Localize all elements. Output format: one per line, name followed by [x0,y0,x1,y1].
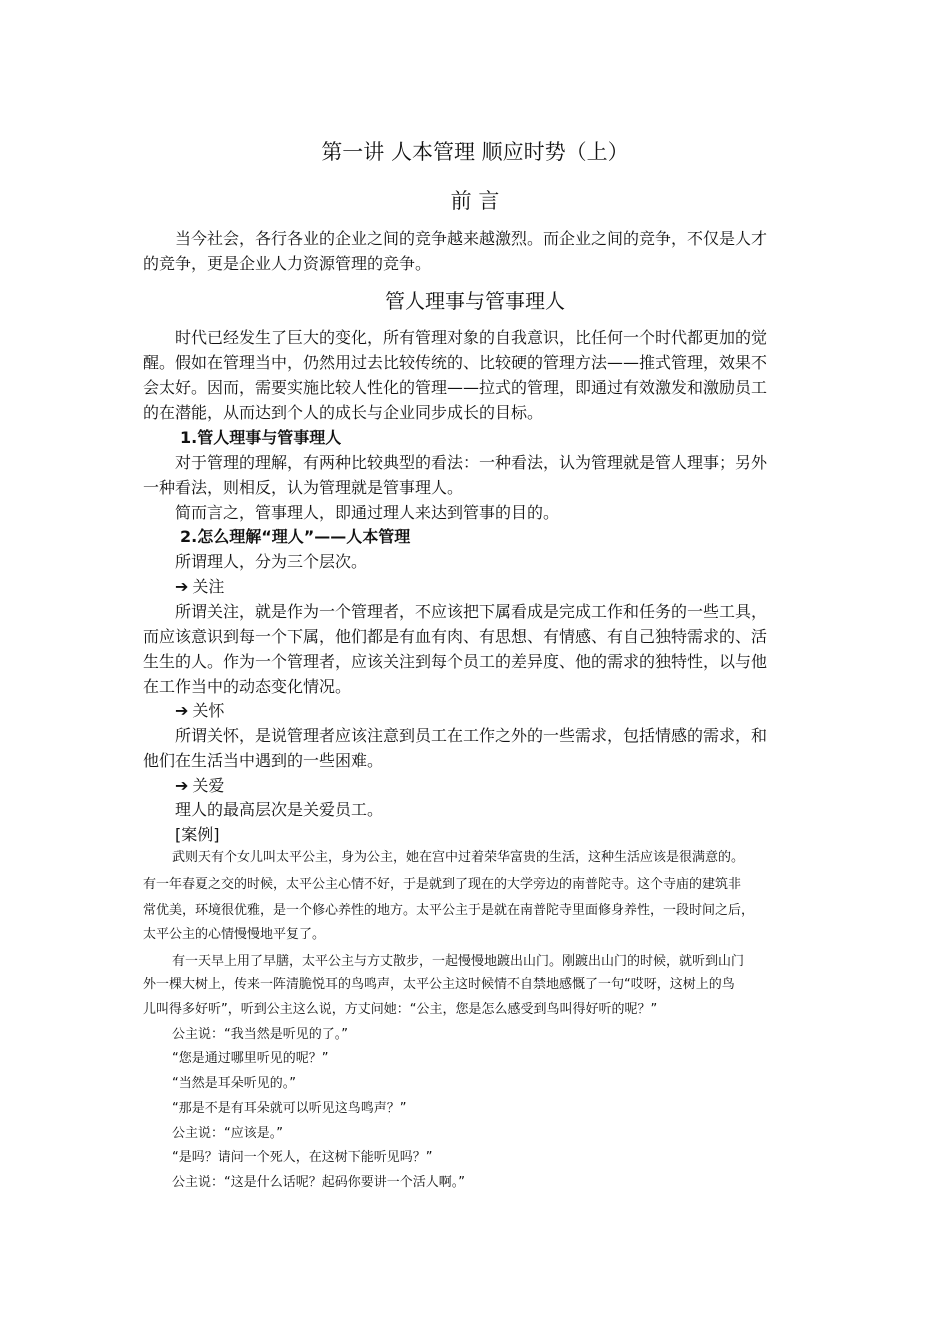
sub2-intro: 所谓理人，分为三个层次。 [175,552,368,571]
level-item-attention [175,574,224,599]
case-para2-line: 儿叫得多好听”，听到公主这么说，方丈问她：“公主，您是怎么感受到鸟叫得好听的呢？” [143,1002,658,1017]
level1-line: 生生的人。作为一个管理者，应该关注到每个员工的差异度、他的需求的独特性，以与他 [143,652,768,671]
level1-line: 在工作当中的动态变化情况。 [143,677,352,696]
level-label: 关怀 [192,701,225,720]
level3-line: 理人的最高层次是关爱员工。 [175,800,384,819]
dialogue-line: 公主说：“应该是。” [172,1126,283,1141]
case-label: [案例] [175,825,220,844]
intro-line: 的在潜能，从而达到个人的成长与企业同步成长的目标。 [143,403,544,422]
arrow-right-icon: ➔ [175,701,189,720]
arrow-right-icon: ➔ [175,776,189,795]
preface-line: 当今社会，各行各业的企业之间的竞争越来越激烈。而企业之间的竞争，不仅是人才 [175,229,768,248]
case-para1-line: 太平公主的心情慢慢地平复了。 [143,927,326,942]
level-item-love [175,773,224,798]
dialogue-line: 公主说：“我当然是听见的了。” [172,1027,348,1042]
level2-line: 所谓关怀，是说管理者应该注意到员工在工作之外的一些需求，包括情感的需求，和 [175,726,768,745]
preface-line: 的竞争，更是企业人力资源管理的竞争。 [143,254,432,273]
dialogue-line: 公主说：“这是什么话呢？起码你要讲一个活人啊。” [172,1175,465,1190]
preface-heading: 前 言 [450,189,500,213]
level-label: 关爱 [192,776,225,795]
case-para1-line: 有一年春夏之交的时候，太平公主心情不好，于是就到了现在的大学旁边的南普陀寺。这个寺庙的建筑非 [143,877,742,892]
section-heading: 管人理事与管事理人 [385,289,565,313]
level1-line: 所谓关注，就是作为一个管理者，不应该把下属看成是完成工作和任务的一些工具， [175,602,768,621]
arrow-right-icon: ➔ [175,577,189,596]
dialogue-line: “那是不是有耳朵就可以听见这鸟鸣声？” [172,1101,407,1116]
case-para1-line: 武则天有个女儿叫太平公主，身为公主，她在宫中过着荣华富贵的生活，这种生活应该是很满意的。 [172,850,745,865]
case-para2-line: 有一天早上用了早膳，太平公主与方丈散步，一起慢慢地踱出山门。刚踱出山门的时候，就听到山门 [172,954,745,969]
dialogue-line: “您是通过哪里听见的呢？” [172,1051,329,1066]
intro-line: 会太好。因而，需要实施比较人性化的管理——拉式的管理，即通过有效激发和激励员工 [143,378,768,397]
intro-line: 醒。假如在管理当中，仍然用过去比较传统的、比较硬的管理方法——推式管理，效果不 [143,353,768,372]
subheading-1: 1.管人理事与管事理人 [180,428,342,447]
sub1-line: 一种看法，则相反，认为管理就是管事理人。 [143,478,464,497]
dialogue-line: “是吗？请问一个死人，在这树下能听见吗？” [172,1150,433,1165]
case-para2-line: 外一棵大树上，传来一阵清脆悦耳的鸟鸣声，太平公主这时候情不自禁地感慨了一句“哎呀，这树上的鸟 [143,977,735,992]
case-para1-line: 常优美，环境很优雅，是一个修心养性的地方。太平公主于是就在南普陀寺里面修身养性，一段时间之后， [143,903,755,918]
dialogue-line: “当然是耳朵听见的。” [172,1076,296,1091]
level1-line: 而应该意识到每一个下属，他们都是有血有肉、有思想、有情感、有自己独特需求的、活 [143,627,768,646]
subheading-2: 2.怎么理解“理人”——人本管理 [180,527,411,546]
level2-line: 他们在生活当中遇到的一些困难。 [143,751,384,770]
sub1-summary: 简而言之，管事理人，即通过理人来达到管事的目的。 [175,503,560,522]
level-label: 关注 [192,577,225,596]
intro-line: 时代已经发生了巨大的变化，所有管理对象的自我意识，比任何一个时代都更加的觉 [175,328,768,347]
page-title: 第一讲 人本管理 顺应时势（上） [321,140,629,164]
sub1-line: 对于管理的理解，有两种比较典型的看法：一种看法，认为管理就是管人理事；另外 [175,453,768,472]
level-item-care [175,698,224,723]
